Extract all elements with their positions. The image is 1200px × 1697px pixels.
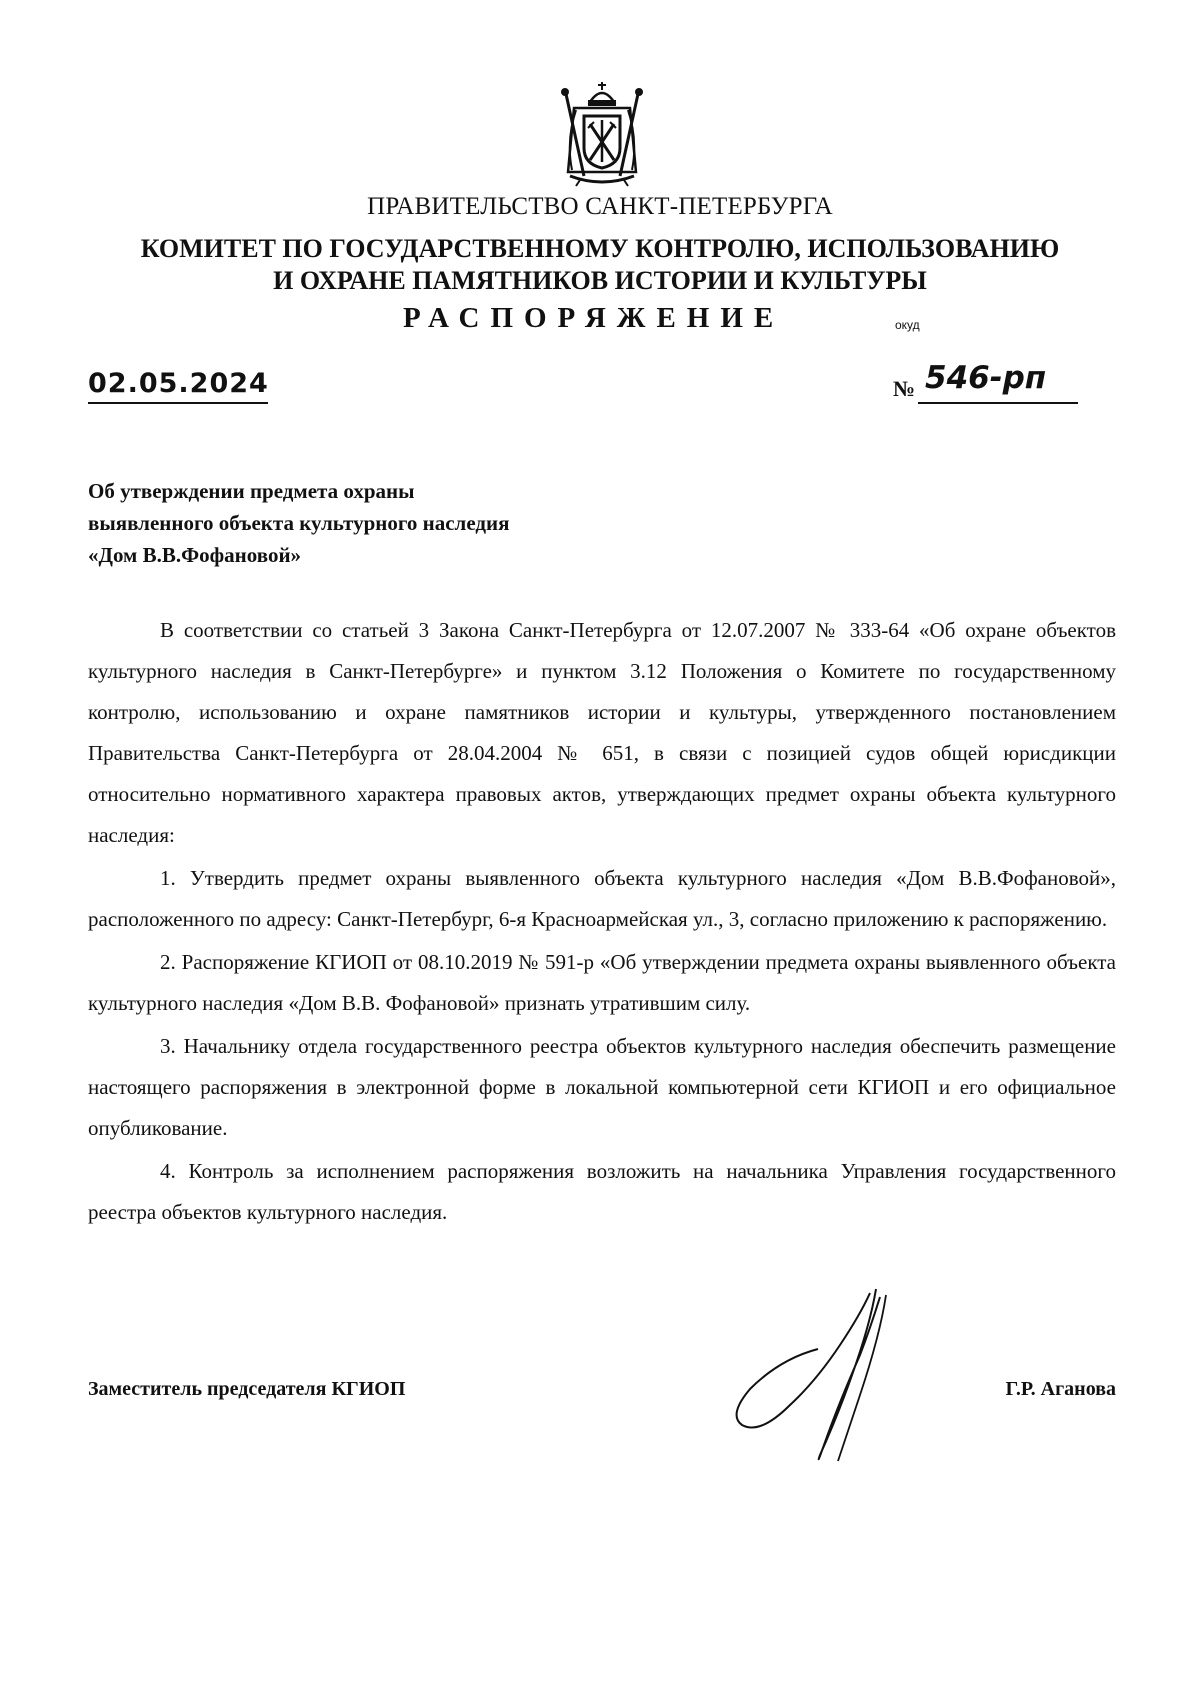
order-item-3: 3. Начальнику отдела государственного реестра объектов культурного наследия обеспечить размещение настоящего распоряжения в электронной форме в локальной компьютерной сети КГИОП и его официальное опубликование. bbox=[88, 1034, 1116, 1140]
preamble-paragraph: В соответствии со статьей 3 Закона Санкт-Петербурга от 12.07.2007 № 333-64 «Об охране объектов культурного наследия в Санкт-Петербурге» и пунктом 3.12 Положения о Комитете по государственному контролю, использованию и охране памятников истории и культуры, утвержденного постановлением Правительства Санкт-Петербурга от 28.04.2004 № 651, в связи с позицией судов общей юрисдикции относительно нормативного характера правовых актов, утверждающих предмет охраны объекта культурного наследия: bbox=[88, 618, 1116, 847]
title-line: «Дом В.В.Фофановой» bbox=[88, 543, 302, 567]
order-item-2: 2. Распоряжение КГИОП от 08.10.2019 № 591-р «Об утверждении предмета охраны выявленного объекта культурного наследия «Дом В.В. Фофановой» признать утратившим силу. bbox=[88, 950, 1116, 1015]
number-label: № bbox=[893, 376, 916, 401]
document-type-heading: РАСПОРЯЖЕНИЕ bbox=[403, 302, 785, 334]
committee-heading-line1: КОМИТЕТ ПО ГОСУДАРСТВЕННОМУ КОНТРОЛЮ, ИСПОЛЬЗОВАНИЮ bbox=[140, 234, 1060, 263]
date-underline bbox=[88, 402, 268, 404]
document-title bbox=[88, 475, 509, 571]
signatory-name: Г.Р. Аганова bbox=[1005, 1378, 1116, 1400]
handwritten-signature bbox=[720, 1285, 910, 1485]
signatory-position: Заместитель председателя КГИОП bbox=[88, 1378, 406, 1400]
document-number: 546-рп bbox=[925, 360, 1047, 396]
title-line: выявленного объекта культурного наследия bbox=[88, 511, 510, 535]
government-heading: ПРАВИТЕЛЬСТВО САНКТ-ПЕТЕРБУРГА bbox=[367, 193, 833, 220]
coat-of-arms-icon bbox=[554, 80, 650, 188]
okud-label: окуд bbox=[895, 318, 920, 332]
number-underline bbox=[918, 402, 1078, 404]
committee-heading-line2: И ОХРАНЕ ПАМЯТНИКОВ ИСТОРИИ И КУЛЬТУРЫ bbox=[273, 266, 927, 295]
order-item-1: 1. Утвердить предмет охраны выявленного объекта культурного наследия «Дом В.В.Фофановой», расположенного по адресу: Санкт-Петербург, 6-я Красноармейская ул., 3, согласно приложению к распоряжению. bbox=[88, 866, 1116, 931]
order-item-4: 4. Контроль за исполнением распоряжения возложить на начальника Управления государственного реестра объектов культурного наследия. bbox=[88, 1159, 1116, 1224]
title-line: Об утверждении предмета охраны bbox=[88, 479, 415, 503]
document-body bbox=[88, 610, 1116, 1233]
document-date: 02.05.2024 bbox=[88, 368, 269, 399]
